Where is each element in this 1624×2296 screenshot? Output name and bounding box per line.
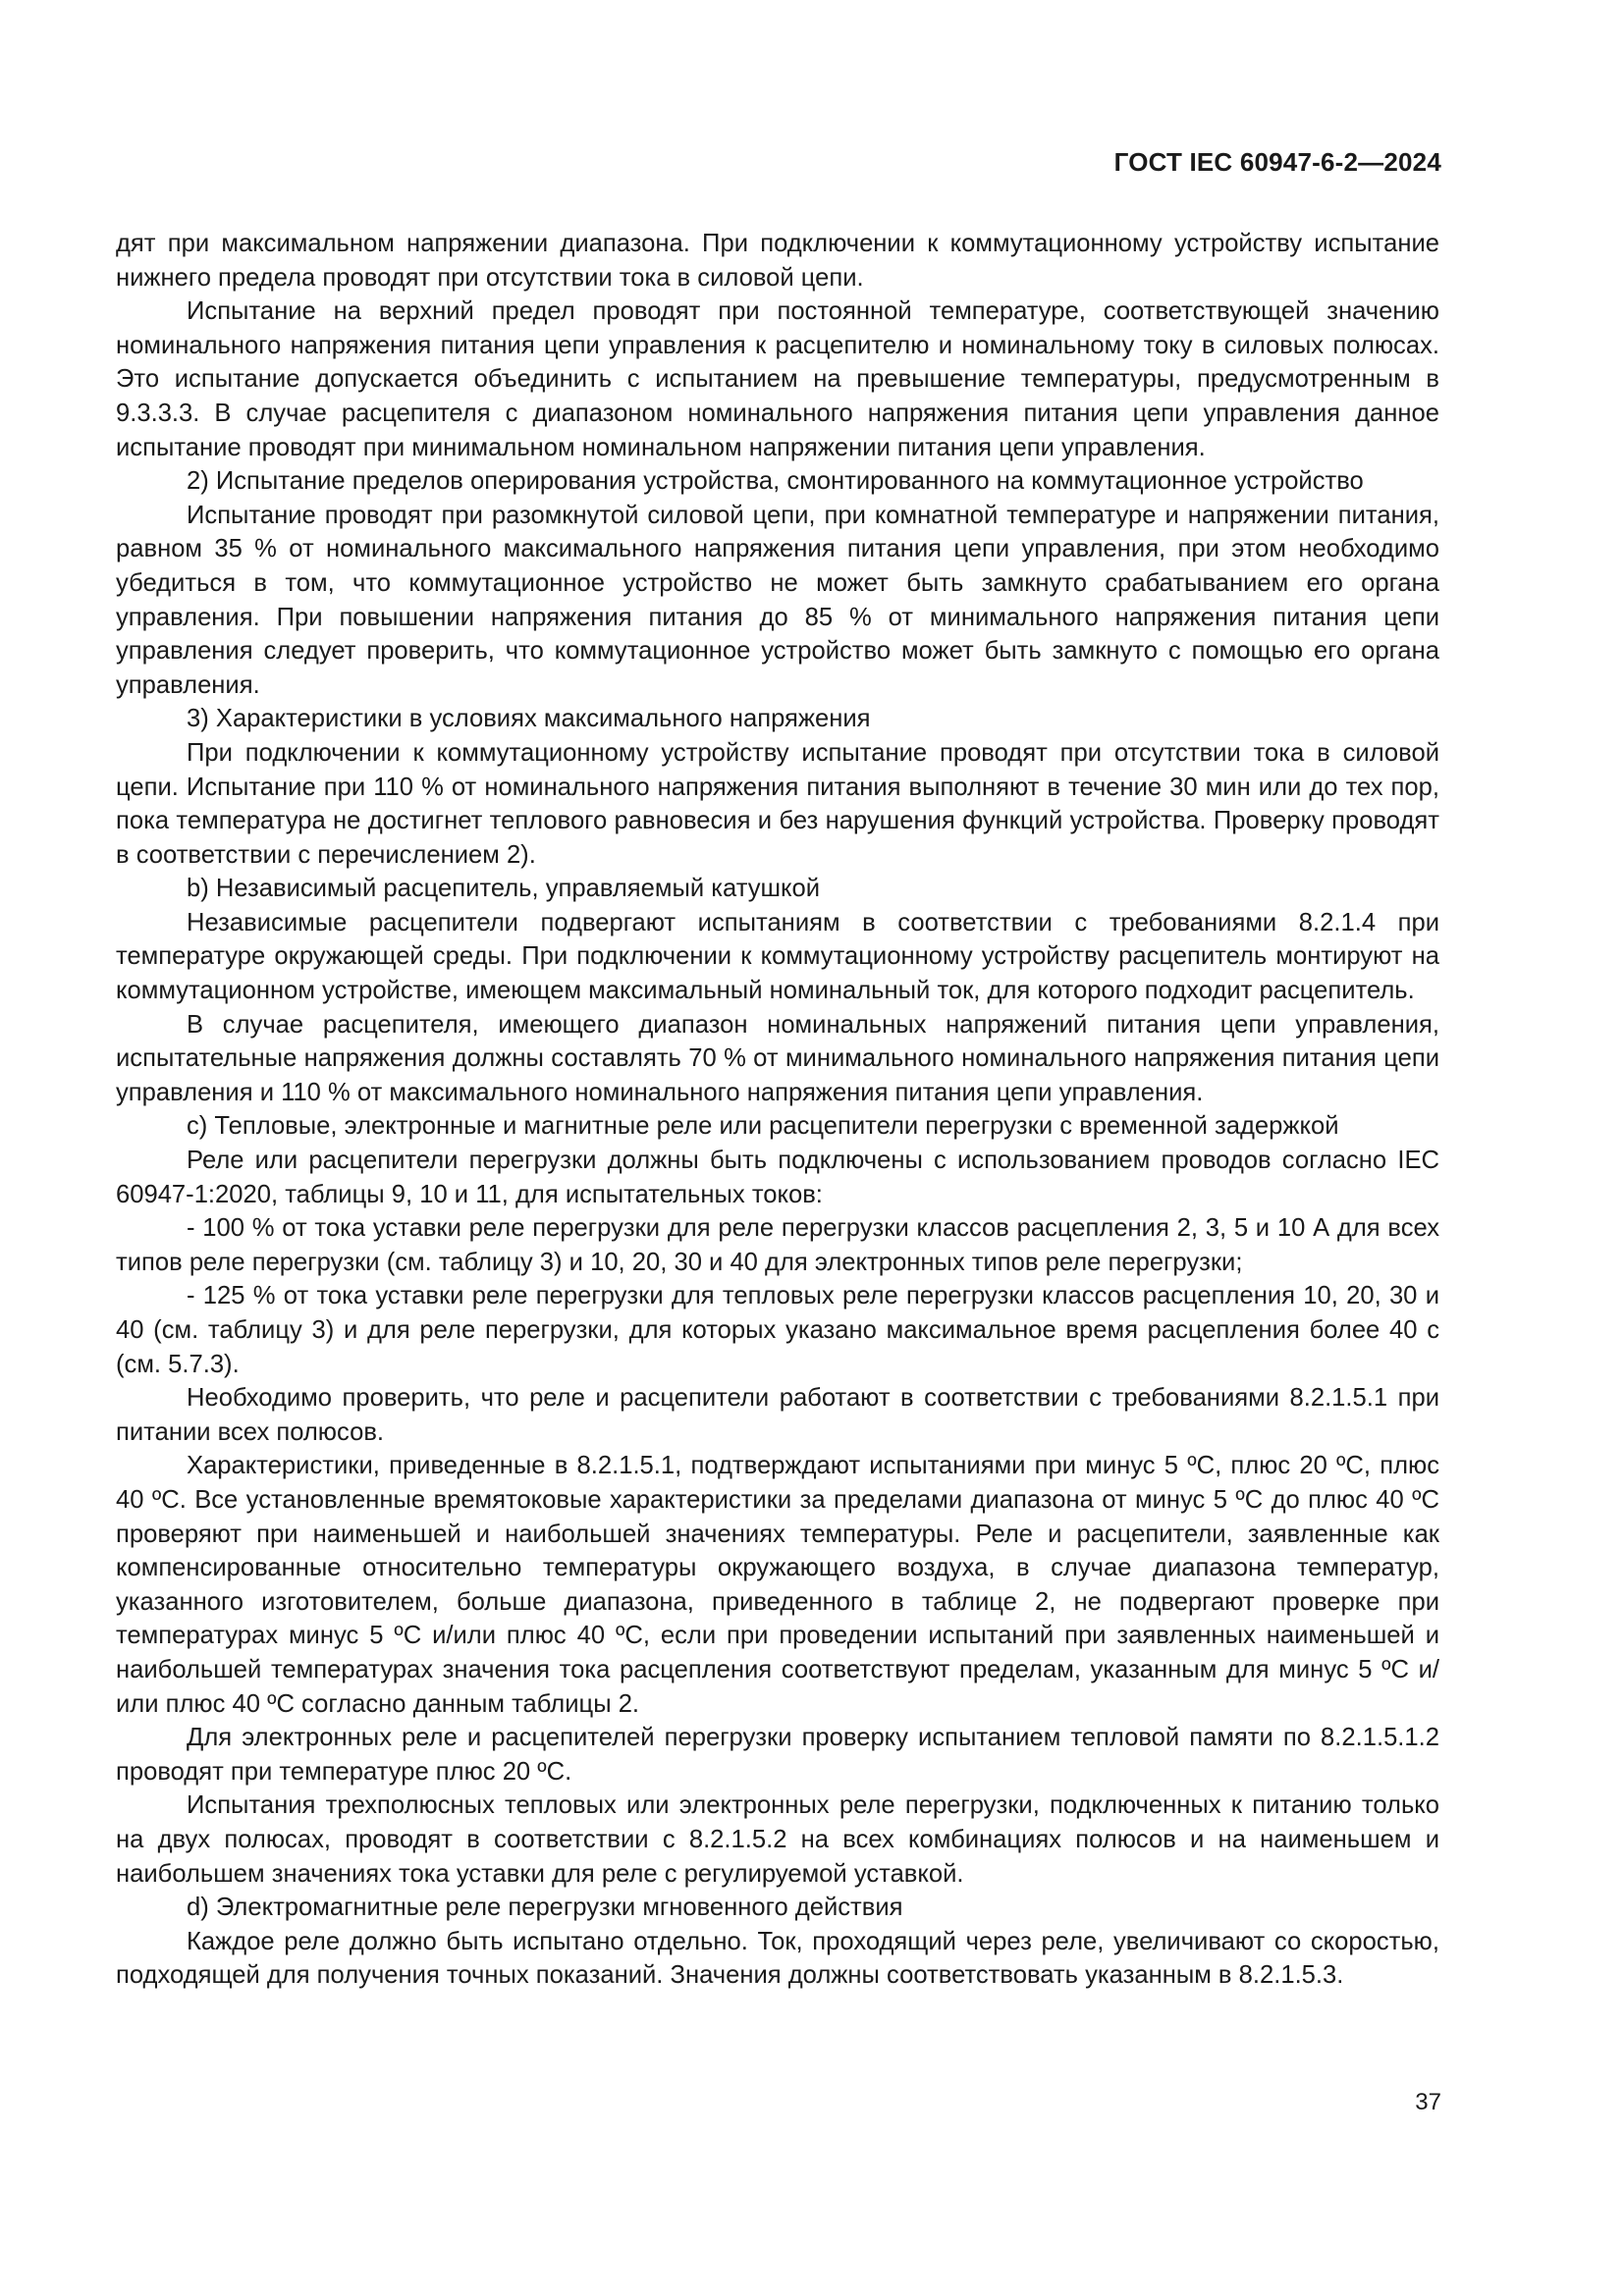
paragraph: Независимые расцепители подвергают испытаниям в соответствии с требованиями 8.2.1.4 при температуре окружающей среды. При подключении к коммутационному устройству расцепитель монтируют на коммутационном устройстве, имеющем максимальный номинальный ток, для которого подходит расцепитель.: [116, 908, 1439, 1005]
paragraph: При подключении к коммутационному устройству испытание проводят при отсутствии тока в силовой цепи. Испытание при 110 % от номинального напряжения питания выполняют в течение 30 мин или до тех пор, пока температура не достигнет теплового равновесия и без нарушения функций устройства. Проверку проводят в соответствии с перечислением 2).: [116, 738, 1439, 869]
paragraph: В случае расцепителя, имеющего диапазон номинальных напряжений питания цепи управления, испытательные напряжения должны составлять 70 % от минимального номинального напряжения питания цепи управления и 110 % от максимального номинального напряжения питания цепи управления.: [116, 1010, 1439, 1106]
paragraph: Испытание проводят при разомкнутой силовой цепи, при комнатной температуре и напряжении питания, равном 35 % от номинального максимального напряжения питания цепи управления, при этом необходимо убедиться в том, что коммутационное устройство не может быть замкнуто срабатыванием его органа управления. При повышении напряжения питания до 85 % от минимального напряжения питания цепи управления следует проверить, что коммутационное устройство может быть замкнуто с помощью его органа управления.: [116, 501, 1439, 699]
paragraph: Испытание на верхний предел проводят при постоянной температуре, соответствующей значению номинального напряжения питания цепи управления к расцепителю и номинальному току в силовых полюсах. Это испытание допускается объединить с испытанием на превышение температуры, предусмотренным в 9.3.3.3. В случае расцепителя с диапазоном номинального напряжения питания цепи управления данное испытание проводят при минимальном номинальном напряжении питания цепи управления.: [116, 297, 1439, 461]
standard-header: ГОСТ IEC 60947-6-2—2024: [1113, 147, 1441, 177]
body-text: [116, 227, 1439, 1993]
list-item-heading: 3) Характеристики в условиях максимального напряжения: [187, 705, 871, 733]
list-item-heading: b) Независимый расцепитель, управляемый катушкой: [187, 875, 821, 903]
paragraph: Каждое реле должно быть испытано отдельно. Ток, проходящий через реле, увеличивают со скоростью, подходящей для получения точных показаний. Значения должны соответствовать указанным в 8.2.1.5.3.: [116, 1927, 1439, 1990]
page-number: 37: [1415, 2089, 1441, 2115]
paragraph: дят при максимальном напряжении диапазона. При подключении к коммутационному устройству испытание нижнего предела проводят при отсутствии тока в силовой цепи.: [116, 230, 1439, 292]
paragraph: Испытания трехполюсных тепловых или электронных реле перегрузки, подключенных к питанию только на двух полюсах, проводят в соответствии с 8.2.1.5.2 на всех комбинациях полюсов и на наименьшем и наибольшем значениях тока уставки для реле с регулируемой уставкой.: [116, 1791, 1439, 1888]
paragraph: Реле или расцепители перегрузки должны быть подключены с использованием проводов согласно IEC 60947-1:2020, таблицы 9, 10 и 11, для испытательных токов:: [116, 1147, 1439, 1208]
list-item-heading: d) Электромагнитные реле перегрузки мгновенного действия: [187, 1894, 903, 1922]
paragraph: Характеристики, приведенные в 8.2.1.5.1, подтверждают испытаниями при минус 5 ºС, плюс 20 ºС, плюс 40 ºС. Все установленные времятоковые характеристики за пределами диапазона от минус 5 ºС до плюс 40 ºС проверяют при наименьшей и наибольшей значениях температуры. Реле и расцепители, заявленные как компенсированные относительно температуры окружающего воздуха, в случае диапазона температур, указанного изготовителем, больше диапазона, приведенного в таблице 2, не подвергают проверке при температурах минус 5 ºС и/или плюс 40 ºС, если при проведении испытаний при заявленных наименьшей и наибольшей температурах значения тока расцепления соответствуют пределам, указанным для минус 5 ºС и/или плюс 40 ºС согласно данным таблицы 2.: [116, 1452, 1439, 1718]
paragraph: Необходимо проверить, что реле и расцепители работают в соответствии с требованиями 8.2.1.5.1 при питании всех полюсов.: [116, 1384, 1439, 1446]
dash-list-item: - 100 % от тока уставки реле перегрузки для реле перегрузки классов расцепления 2, 3, 5 и 10 А для всех типов реле перегрузки (см. таблицу 3) и 10, 20, 30 и 40 для электронных типов реле перегрузки;: [116, 1214, 1439, 1276]
dash-list-item: - 125 % от тока уставки реле перегрузки для тепловых реле перегрузки классов расцепления 10, 20, 30 и 40 (см. таблицу 3) и для реле перегрузки, для которых указано максимальное время расцепления более 40 с (см. 5.7.3).: [116, 1282, 1439, 1378]
list-item-heading: 2) Испытание пределов оперирования устройства, смонтированного на коммутационное устройство: [187, 467, 1364, 496]
list-item-heading: c) Тепловые, электронные и магнитные реле или расцепители перегрузки с временной задержкой: [187, 1112, 1339, 1141]
paragraph: Для электронных реле и расцепителей перегрузки проверку испытанием тепловой памяти по 8.2.1.5.1.2 проводят при температуре плюс 20 ºС.: [116, 1724, 1439, 1786]
